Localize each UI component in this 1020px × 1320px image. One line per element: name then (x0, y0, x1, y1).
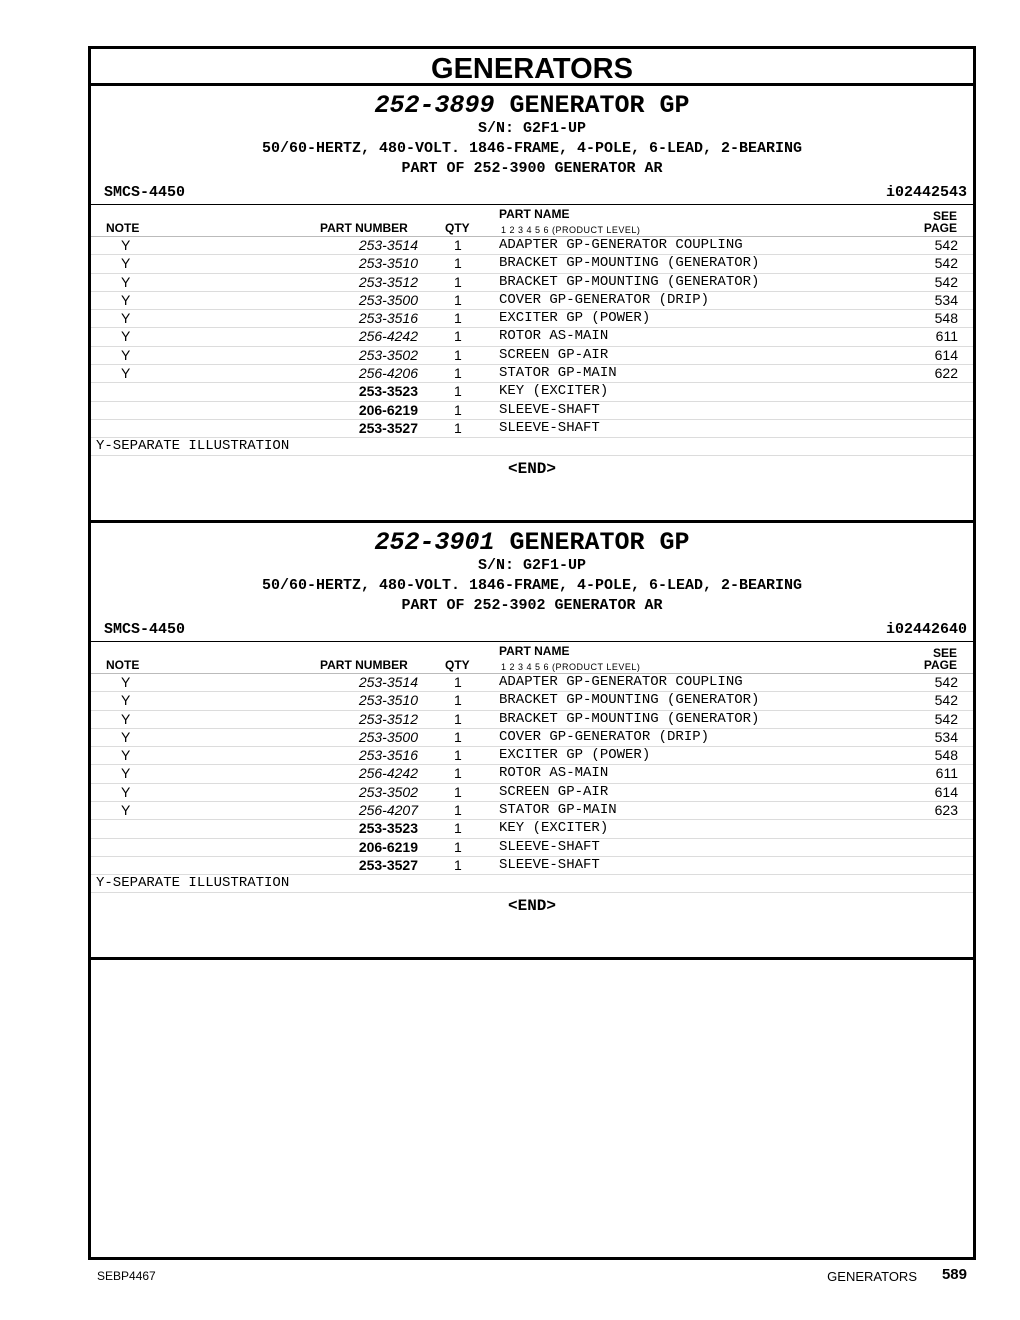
row-note: Y (121, 674, 131, 690)
row-see-page: 542 (934, 237, 958, 253)
row-part-number: 206-6219 (358, 838, 418, 855)
table-row (91, 292, 973, 310)
table-row (91, 328, 973, 346)
parts-group-section (91, 528, 973, 960)
row-qty: 1 (454, 692, 462, 709)
col-see: SEE (932, 646, 957, 660)
group-name: GENERATOR GP (494, 91, 690, 120)
row-qty: 1 (454, 328, 462, 345)
table-row (91, 820, 973, 838)
row-qty: 1 (454, 273, 462, 290)
row-part-number: 253-3527 (358, 419, 418, 436)
row-part-name: BRACKET GP-MOUNTING (GENERATOR) (499, 255, 760, 272)
row-part-name: ROTOR AS-MAIN (499, 328, 609, 345)
row-part-number: 253-3514 (358, 237, 418, 253)
row-qty: 1 (454, 765, 462, 782)
smcs-code: SMCS-4450 (104, 621, 186, 638)
table-row (91, 274, 973, 292)
row-part-number: 253-3523 (358, 820, 418, 837)
serial-number: S/N: G2F1-UP (477, 557, 587, 574)
table-row (91, 711, 973, 729)
end-marker: <END> (507, 897, 556, 916)
group-title (91, 91, 973, 119)
table-row (91, 839, 973, 857)
group-description: 50/60-HERTZ, 480-VOLT. 1846-FRAME, 4-POLE, 6-LEAD, 2-BEARING (261, 140, 803, 157)
col-product-level: 1 2 3 4 5 6 (PRODUCT LEVEL) (501, 225, 641, 235)
col-note: NOTE (106, 221, 140, 235)
row-part-name: COVER GP-GENERATOR (DRIP) (499, 291, 710, 308)
row-qty: 1 (454, 802, 462, 819)
group-number: 252-3901 (374, 528, 495, 557)
row-qty: 1 (454, 674, 462, 690)
row-part-number: 253-3527 (358, 856, 418, 873)
row-note: Y (121, 365, 131, 382)
row-note: Y (121, 310, 131, 327)
row-part-number: 253-3510 (358, 692, 418, 709)
table-row (91, 857, 973, 875)
table-row (91, 784, 973, 802)
row-qty: 1 (454, 728, 462, 745)
row-see-page: 534 (934, 728, 958, 745)
row-part-name: KEY (EXCITER) (499, 383, 609, 400)
row-qty: 1 (454, 783, 462, 800)
row-note: Y (121, 346, 131, 363)
footnote: Y-SEPARATE ILLUSTRATION (91, 875, 973, 893)
row-see-page: 614 (934, 346, 958, 363)
serial-number: S/N: G2F1-UP (477, 120, 587, 137)
row-part-number: 253-3502 (358, 346, 418, 363)
row-part-number: 253-3500 (358, 291, 418, 308)
part-of: PART OF 252-3902 GENERATOR AR (401, 597, 663, 614)
table-header (91, 205, 973, 237)
table-row (91, 402, 973, 420)
row-part-name: ADAPTER GP-GENERATOR COUPLING (499, 237, 743, 253)
row-part-number: 253-3514 (358, 674, 418, 690)
row-see-page: 611 (935, 765, 958, 782)
row-part-name: EXCITER GP (POWER) (499, 747, 651, 764)
row-note: Y (121, 255, 131, 272)
parts-group-section (91, 91, 973, 523)
row-see-page: 622 (934, 365, 958, 382)
row-part-name: ADAPTER GP-GENERATOR COUPLING (499, 674, 743, 690)
row-note: Y (121, 728, 131, 745)
page-footer (97, 1266, 967, 1286)
group-description: 50/60-HERTZ, 480-VOLT. 1846-FRAME, 4-POLE, 6-LEAD, 2-BEARING (261, 577, 803, 594)
row-part-name: EXCITER GP (POWER) (499, 310, 651, 327)
row-part-number: 206-6219 (358, 401, 418, 418)
sections-container (91, 91, 973, 960)
row-see-page: 611 (935, 328, 958, 345)
row-part-number: 253-3516 (358, 310, 418, 327)
row-part-name: BRACKET GP-MOUNTING (GENERATOR) (499, 273, 760, 290)
row-see-page: 542 (934, 674, 958, 690)
table-row (91, 729, 973, 747)
row-see-page: 542 (934, 255, 958, 272)
id-row (91, 617, 973, 642)
col-part-name: PART NAME (499, 644, 570, 658)
row-part-name: KEY (EXCITER) (499, 820, 609, 837)
table-header (91, 642, 973, 674)
row-part-name: SLEEVE-SHAFT (499, 838, 600, 855)
row-qty: 1 (454, 820, 462, 837)
row-see-page: 542 (934, 273, 958, 290)
row-note: Y (121, 237, 131, 253)
col-note: NOTE (106, 658, 140, 672)
table-row (91, 747, 973, 765)
row-part-name: SLEEVE-SHAFT (499, 856, 600, 873)
row-part-name: STATOR GP-MAIN (499, 365, 617, 382)
row-part-number: 256-4207 (358, 802, 418, 819)
table-row (91, 802, 973, 820)
row-note: Y (121, 802, 131, 819)
row-note: Y (121, 747, 131, 764)
col-part-number: PART NUMBER (320, 658, 408, 672)
row-see-page: 534 (934, 291, 958, 308)
row-part-name: SCREEN GP-AIR (499, 783, 609, 800)
col-part-name: PART NAME (499, 207, 570, 221)
row-qty: 1 (454, 383, 462, 400)
end-marker: <END> (507, 460, 556, 479)
table-row (91, 237, 973, 255)
table-row (91, 383, 973, 401)
row-see-page: 623 (934, 802, 958, 819)
table-row (91, 365, 973, 383)
row-note: Y (121, 328, 131, 345)
group-title (91, 528, 973, 556)
row-qty: 1 (454, 291, 462, 308)
smcs-code: SMCS-4450 (104, 184, 186, 201)
row-part-name: BRACKET GP-MOUNTING (GENERATOR) (499, 710, 760, 727)
group-number: 252-3899 (374, 91, 495, 120)
doc-id: i02442640 (885, 621, 967, 638)
col-page: PAGE (923, 221, 957, 235)
row-part-number: 256-4242 (358, 765, 418, 782)
row-part-name: BRACKET GP-MOUNTING (GENERATOR) (499, 692, 760, 709)
row-qty: 1 (454, 747, 462, 764)
row-part-number: 253-3502 (358, 783, 418, 800)
col-qty: QTY (445, 221, 470, 235)
row-part-number: 256-4242 (358, 328, 418, 345)
row-part-name: STATOR GP-MAIN (499, 802, 617, 819)
row-part-number: 253-3523 (358, 383, 418, 400)
row-note: Y (121, 710, 131, 727)
table-row (91, 347, 973, 365)
row-part-number: 253-3510 (358, 255, 418, 272)
row-part-name: ROTOR AS-MAIN (499, 765, 609, 782)
col-page: PAGE (923, 658, 957, 672)
col-see: SEE (932, 209, 957, 223)
col-qty: QTY (445, 658, 470, 672)
row-part-name: SCREEN GP-AIR (499, 346, 609, 363)
table-row (91, 692, 973, 710)
col-part-number: PART NUMBER (320, 221, 408, 235)
row-part-number: 253-3500 (358, 728, 418, 745)
table-row (91, 310, 973, 328)
footnote: Y-SEPARATE ILLUSTRATION (91, 438, 973, 456)
row-part-name: SLEEVE-SHAFT (499, 401, 600, 418)
row-qty: 1 (454, 710, 462, 727)
col-product-level: 1 2 3 4 5 6 (PRODUCT LEVEL) (501, 662, 641, 672)
page-frame (88, 46, 976, 1260)
row-part-name: SLEEVE-SHAFT (499, 419, 600, 436)
row-see-page: 548 (934, 310, 958, 327)
row-qty: 1 (454, 255, 462, 272)
id-row (91, 180, 973, 205)
row-see-page: 542 (934, 692, 958, 709)
row-part-number: 253-3512 (358, 273, 418, 290)
row-part-number: 253-3516 (358, 747, 418, 764)
row-see-page: 614 (934, 783, 958, 800)
doc-id: i02442543 (885, 184, 967, 201)
row-see-page: 548 (934, 747, 958, 764)
row-qty: 1 (454, 310, 462, 327)
row-part-name: COVER GP-GENERATOR (DRIP) (499, 728, 710, 745)
doc-code: SEBP4467 (97, 1269, 156, 1283)
table-row (91, 674, 973, 692)
row-part-number: 256-4206 (358, 365, 418, 382)
footer-section-name: GENERATORS (827, 1269, 917, 1284)
row-note: Y (121, 783, 131, 800)
row-qty: 1 (454, 365, 462, 382)
row-qty: 1 (454, 419, 462, 436)
table-row (91, 420, 973, 438)
table-row (91, 765, 973, 783)
page-title: GENERATORS (91, 49, 973, 86)
row-qty: 1 (454, 856, 462, 873)
row-note: Y (121, 291, 131, 308)
row-qty: 1 (454, 346, 462, 363)
row-note: Y (121, 765, 131, 782)
row-qty: 1 (454, 401, 462, 418)
row-qty: 1 (454, 838, 462, 855)
part-of: PART OF 252-3900 GENERATOR AR (401, 160, 663, 177)
table-row (91, 255, 973, 273)
page-number: 589 (941, 1266, 967, 1283)
row-see-page: 542 (934, 710, 958, 727)
row-part-number: 253-3512 (358, 710, 418, 727)
row-note: Y (121, 692, 131, 709)
row-note: Y (121, 273, 131, 290)
row-qty: 1 (454, 237, 462, 253)
group-name: GENERATOR GP (494, 528, 690, 557)
